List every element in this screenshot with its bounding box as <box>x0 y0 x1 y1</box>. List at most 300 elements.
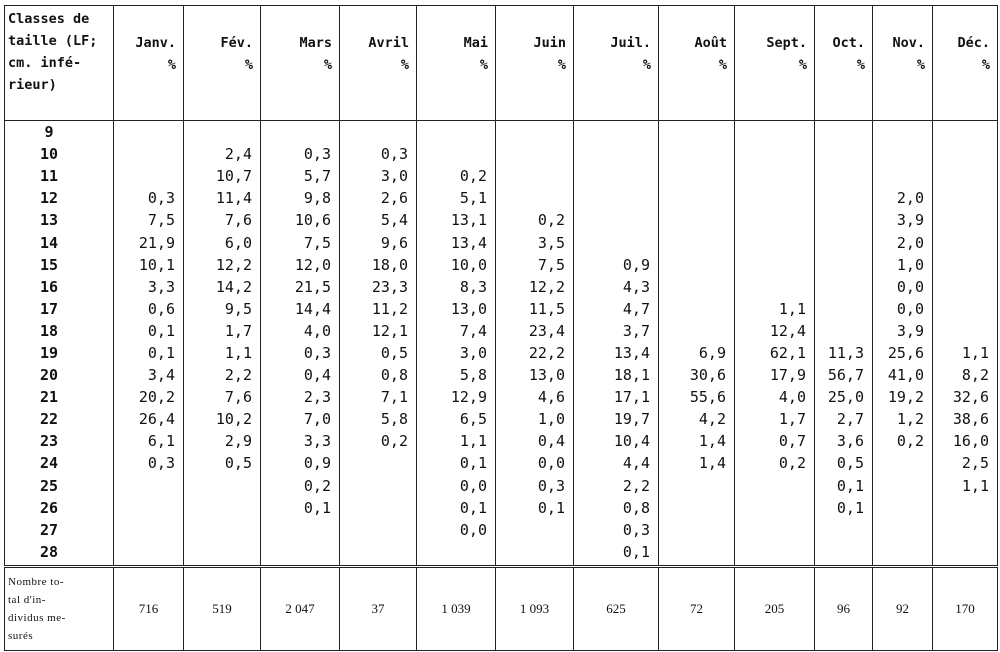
percent-cell: 4,7 <box>574 298 659 320</box>
percent-cell <box>184 519 261 541</box>
total-label <box>5 566 114 650</box>
percent-cell: 0,3 <box>114 452 184 474</box>
percent-cell: 13,4 <box>574 342 659 364</box>
percent-cell: 0,5 <box>340 342 417 364</box>
month-name: Nov. <box>892 35 925 51</box>
size-class-cell: 15 <box>5 254 114 276</box>
percent-cell: 9,8 <box>261 187 340 209</box>
percent-cell: 2,0 <box>873 187 933 209</box>
table-row <box>5 298 998 320</box>
percent-cell: 0,5 <box>184 452 261 474</box>
percent-cell: 21,5 <box>261 276 340 298</box>
percent-cell <box>261 121 340 144</box>
percent-cell <box>815 165 873 187</box>
percent-cell <box>496 541 574 567</box>
percent-cell <box>496 519 574 541</box>
total-cell: 205 <box>735 566 815 650</box>
table-row <box>5 209 998 231</box>
percent-cell: 0,1 <box>261 497 340 519</box>
percent-cell <box>496 165 574 187</box>
month-unit: % <box>981 57 990 73</box>
table-row <box>5 342 998 364</box>
percent-cell: 16,0 <box>933 430 998 452</box>
total-cell: 170 <box>933 566 998 650</box>
percent-cell <box>659 254 735 276</box>
percent-cell: 0,1 <box>417 497 496 519</box>
table-row <box>5 519 998 541</box>
percent-cell: 3,9 <box>873 209 933 231</box>
percent-cell <box>574 187 659 209</box>
percent-cell <box>735 187 815 209</box>
percent-cell <box>496 143 574 165</box>
table-row <box>5 430 998 452</box>
percent-cell: 4,3 <box>574 276 659 298</box>
percent-cell: 0,2 <box>340 430 417 452</box>
percent-cell <box>933 519 998 541</box>
percent-cell: 9,5 <box>184 298 261 320</box>
percent-cell: 0,2 <box>261 475 340 497</box>
percent-cell <box>735 121 815 144</box>
percent-cell <box>184 541 261 567</box>
table-row <box>5 254 998 276</box>
percent-cell: 2,4 <box>184 143 261 165</box>
percent-cell: 10,0 <box>417 254 496 276</box>
total-cell: 37 <box>340 566 417 650</box>
month-header <box>184 6 261 121</box>
percent-cell: 56,7 <box>815 364 873 386</box>
percent-cell: 0,5 <box>815 452 873 474</box>
percent-cell <box>659 497 735 519</box>
month-unit: % <box>323 57 332 73</box>
size-class-cell: 18 <box>5 320 114 342</box>
percent-cell: 20,2 <box>114 386 184 408</box>
size-class-header <box>5 6 114 121</box>
percent-cell <box>873 452 933 474</box>
percent-cell: 1,4 <box>659 430 735 452</box>
percent-cell: 5,8 <box>417 364 496 386</box>
percent-cell <box>340 541 417 567</box>
size-class-cell: 11 <box>5 165 114 187</box>
percent-cell: 25,0 <box>815 386 873 408</box>
month-header <box>340 6 417 121</box>
percent-cell <box>114 165 184 187</box>
percent-cell: 0,3 <box>114 187 184 209</box>
percent-cell: 1,4 <box>659 452 735 474</box>
percent-cell: 5,4 <box>340 209 417 231</box>
percent-cell <box>735 254 815 276</box>
percent-cell: 1,1 <box>933 475 998 497</box>
percent-cell <box>815 143 873 165</box>
percent-cell: 8,2 <box>933 364 998 386</box>
percent-cell: 5,1 <box>417 187 496 209</box>
percent-cell: 0,2 <box>417 165 496 187</box>
percent-cell: 18,0 <box>340 254 417 276</box>
table-row <box>5 497 998 519</box>
percent-cell: 23,4 <box>496 320 574 342</box>
percent-cell <box>933 254 998 276</box>
percent-cell: 10,4 <box>574 430 659 452</box>
percent-cell: 1,0 <box>496 408 574 430</box>
percent-cell <box>114 121 184 144</box>
percent-cell: 11,2 <box>340 298 417 320</box>
month-header <box>114 6 184 121</box>
percent-cell: 62,1 <box>735 342 815 364</box>
size-class-cell: 27 <box>5 519 114 541</box>
percent-cell <box>735 165 815 187</box>
month-name: Mai <box>463 35 488 51</box>
percent-cell <box>873 121 933 144</box>
percent-cell: 12,2 <box>496 276 574 298</box>
month-unit: % <box>167 57 176 73</box>
percent-cell: 5,7 <box>261 165 340 187</box>
table-row <box>5 231 998 253</box>
percent-cell: 12,4 <box>735 320 815 342</box>
total-cell: 1 039 <box>417 566 496 650</box>
percent-cell <box>340 121 417 144</box>
percent-cell: 0,0 <box>417 475 496 497</box>
total-label-line: Nombre to- <box>8 575 65 588</box>
percent-cell: 12,1 <box>340 320 417 342</box>
percent-cell: 0,0 <box>417 519 496 541</box>
percent-cell <box>659 187 735 209</box>
month-header <box>873 6 933 121</box>
percent-cell: 0,3 <box>261 143 340 165</box>
percent-cell <box>815 320 873 342</box>
month-name: Juil. <box>610 35 651 51</box>
month-name: Mars <box>299 35 332 51</box>
percent-cell: 0,2 <box>735 452 815 474</box>
percent-cell: 4,2 <box>659 408 735 430</box>
size-class-header-line: rieur) <box>8 77 57 93</box>
month-unit: % <box>400 57 409 73</box>
percent-cell: 12,9 <box>417 386 496 408</box>
percent-cell <box>735 209 815 231</box>
percent-cell: 0,8 <box>574 497 659 519</box>
month-unit: % <box>244 57 253 73</box>
size-class-header-line: taille (LF; <box>8 33 98 49</box>
percent-cell: 0,7 <box>735 430 815 452</box>
percent-cell <box>496 121 574 144</box>
percent-cell <box>815 121 873 144</box>
percent-cell: 1,7 <box>184 320 261 342</box>
percent-cell <box>873 475 933 497</box>
size-distribution-table <box>4 5 998 651</box>
size-class-cell: 13 <box>5 209 114 231</box>
percent-cell <box>417 121 496 144</box>
percent-cell <box>815 231 873 253</box>
percent-cell <box>735 497 815 519</box>
percent-cell <box>659 143 735 165</box>
total-label-line: tal d'in- <box>8 593 46 606</box>
percent-cell <box>417 541 496 567</box>
size-class-cell: 10 <box>5 143 114 165</box>
month-header <box>659 6 735 121</box>
percent-cell: 10,1 <box>114 254 184 276</box>
month-name: Fév. <box>220 35 253 51</box>
percent-cell <box>184 497 261 519</box>
percent-cell <box>659 121 735 144</box>
percent-cell: 3,9 <box>873 320 933 342</box>
table-row <box>5 541 998 567</box>
percent-cell <box>815 187 873 209</box>
percent-cell: 2,6 <box>340 187 417 209</box>
percent-cell: 25,6 <box>873 342 933 364</box>
percent-cell: 1,2 <box>873 408 933 430</box>
percent-cell <box>933 143 998 165</box>
percent-cell <box>933 187 998 209</box>
month-name: Août <box>694 35 727 51</box>
percent-cell: 2,2 <box>574 475 659 497</box>
percent-cell: 10,7 <box>184 165 261 187</box>
table-row <box>5 320 998 342</box>
percent-cell <box>735 541 815 567</box>
total-cell: 716 <box>114 566 184 650</box>
month-header <box>574 6 659 121</box>
percent-cell: 6,1 <box>114 430 184 452</box>
percent-cell: 11,3 <box>815 342 873 364</box>
month-header <box>815 6 873 121</box>
percent-cell: 3,4 <box>114 364 184 386</box>
percent-cell: 0,9 <box>574 254 659 276</box>
size-class-cell: 24 <box>5 452 114 474</box>
month-unit: % <box>479 57 488 73</box>
total-cell: 1 093 <box>496 566 574 650</box>
percent-cell: 0,1 <box>417 452 496 474</box>
percent-cell: 0,6 <box>114 298 184 320</box>
size-class-cell: 9 <box>5 121 114 144</box>
percent-cell: 0,1 <box>815 497 873 519</box>
percent-cell: 0,1 <box>114 320 184 342</box>
percent-cell <box>735 519 815 541</box>
percent-cell: 9,6 <box>340 231 417 253</box>
percent-cell <box>815 519 873 541</box>
percent-cell: 13,0 <box>417 298 496 320</box>
percent-cell <box>114 143 184 165</box>
percent-cell: 0,1 <box>815 475 873 497</box>
size-class-cell: 25 <box>5 475 114 497</box>
percent-cell <box>933 231 998 253</box>
table-row <box>5 364 998 386</box>
percent-cell: 18,1 <box>574 364 659 386</box>
table-row <box>5 475 998 497</box>
percent-cell: 1,1 <box>417 430 496 452</box>
percent-cell: 11,5 <box>496 298 574 320</box>
percent-cell: 2,3 <box>261 386 340 408</box>
percent-cell: 5,8 <box>340 408 417 430</box>
month-name: Sept. <box>766 35 807 51</box>
month-name: Avril <box>368 35 409 51</box>
percent-cell: 0,0 <box>873 298 933 320</box>
percent-cell <box>659 276 735 298</box>
percent-cell: 7,6 <box>184 386 261 408</box>
percent-cell: 1,0 <box>873 254 933 276</box>
percent-cell: 1,1 <box>933 342 998 364</box>
percent-cell: 4,0 <box>735 386 815 408</box>
percent-cell: 7,5 <box>114 209 184 231</box>
percent-cell <box>574 209 659 231</box>
month-header <box>933 6 998 121</box>
percent-cell: 26,4 <box>114 408 184 430</box>
percent-cell: 17,9 <box>735 364 815 386</box>
percent-cell <box>114 475 184 497</box>
percent-cell <box>735 143 815 165</box>
percent-cell <box>574 143 659 165</box>
total-cell: 519 <box>184 566 261 650</box>
percent-cell: 6,0 <box>184 231 261 253</box>
month-header <box>496 6 574 121</box>
percent-cell <box>933 320 998 342</box>
percent-cell: 32,6 <box>933 386 998 408</box>
percent-cell: 41,0 <box>873 364 933 386</box>
percent-cell <box>114 497 184 519</box>
percent-cell <box>735 276 815 298</box>
size-class-cell: 12 <box>5 187 114 209</box>
percent-cell: 19,7 <box>574 408 659 430</box>
percent-cell: 0,8 <box>340 364 417 386</box>
percent-cell <box>933 298 998 320</box>
percent-cell <box>933 541 998 567</box>
month-unit: % <box>642 57 651 73</box>
percent-cell: 7,6 <box>184 209 261 231</box>
percent-cell: 0,0 <box>873 276 933 298</box>
percent-cell: 14,2 <box>184 276 261 298</box>
total-cell: 72 <box>659 566 735 650</box>
percent-cell: 23,3 <box>340 276 417 298</box>
month-name: Oct. <box>832 35 865 51</box>
header-row <box>5 6 998 121</box>
percent-cell: 4,4 <box>574 452 659 474</box>
percent-cell: 0,0 <box>496 452 574 474</box>
percent-cell <box>659 475 735 497</box>
size-class-header-line: Classes de <box>8 11 90 27</box>
month-header <box>261 6 340 121</box>
month-unit: % <box>798 57 807 73</box>
percent-cell: 3,6 <box>815 430 873 452</box>
table-row <box>5 143 998 165</box>
month-header <box>735 6 815 121</box>
percent-cell: 6,9 <box>659 342 735 364</box>
percent-cell <box>184 475 261 497</box>
percent-cell: 0,4 <box>261 364 340 386</box>
table-row <box>5 276 998 298</box>
size-class-cell: 19 <box>5 342 114 364</box>
percent-cell: 7,0 <box>261 408 340 430</box>
month-unit: % <box>718 57 727 73</box>
percent-cell <box>815 209 873 231</box>
percent-cell: 0,1 <box>496 497 574 519</box>
percent-cell: 2,0 <box>873 231 933 253</box>
table-row <box>5 408 998 430</box>
percent-cell: 30,6 <box>659 364 735 386</box>
percent-cell <box>735 475 815 497</box>
table-row <box>5 187 998 209</box>
percent-cell <box>659 541 735 567</box>
percent-cell: 13,1 <box>417 209 496 231</box>
percent-cell <box>184 121 261 144</box>
percent-cell: 3,0 <box>417 342 496 364</box>
percent-cell: 17,1 <box>574 386 659 408</box>
percent-cell <box>815 298 873 320</box>
percent-cell: 3,7 <box>574 320 659 342</box>
size-class-cell: 23 <box>5 430 114 452</box>
percent-cell: 1,7 <box>735 408 815 430</box>
percent-cell <box>873 519 933 541</box>
percent-cell <box>340 452 417 474</box>
percent-cell: 3,3 <box>114 276 184 298</box>
percent-cell: 38,6 <box>933 408 998 430</box>
percent-cell <box>815 276 873 298</box>
percent-cell: 10,2 <box>184 408 261 430</box>
percent-cell <box>417 143 496 165</box>
size-class-cell: 22 <box>5 408 114 430</box>
month-name: Déc. <box>957 35 990 51</box>
percent-cell <box>496 187 574 209</box>
month-unit: % <box>856 57 865 73</box>
percent-cell: 0,1 <box>574 541 659 567</box>
percent-cell <box>873 143 933 165</box>
table-row <box>5 165 998 187</box>
percent-cell <box>873 165 933 187</box>
size-class-cell: 14 <box>5 231 114 253</box>
percent-cell <box>735 231 815 253</box>
percent-cell: 7,5 <box>496 254 574 276</box>
percent-cell: 8,3 <box>417 276 496 298</box>
percent-cell <box>340 519 417 541</box>
total-cell: 92 <box>873 566 933 650</box>
percent-cell: 3,0 <box>340 165 417 187</box>
percent-cell: 6,5 <box>417 408 496 430</box>
percent-cell <box>659 519 735 541</box>
size-class-cell: 21 <box>5 386 114 408</box>
percent-cell <box>114 519 184 541</box>
percent-cell: 0,3 <box>340 143 417 165</box>
percent-cell <box>261 519 340 541</box>
percent-cell: 2,5 <box>933 452 998 474</box>
percent-cell: 0,9 <box>261 452 340 474</box>
size-class-cell: 20 <box>5 364 114 386</box>
table-body <box>5 121 998 567</box>
percent-cell <box>873 497 933 519</box>
percent-cell: 0,3 <box>496 475 574 497</box>
percent-cell: 0,4 <box>496 430 574 452</box>
percent-cell <box>659 320 735 342</box>
total-cell: 625 <box>574 566 659 650</box>
total-row <box>5 566 998 650</box>
total-label-line: dividus me- <box>8 611 66 624</box>
percent-cell <box>933 209 998 231</box>
size-class-cell: 26 <box>5 497 114 519</box>
percent-cell <box>659 209 735 231</box>
percent-cell: 7,1 <box>340 386 417 408</box>
percent-cell <box>659 298 735 320</box>
percent-cell: 2,2 <box>184 364 261 386</box>
percent-cell <box>340 497 417 519</box>
percent-cell <box>574 231 659 253</box>
percent-cell: 0,3 <box>574 519 659 541</box>
total-cell: 96 <box>815 566 873 650</box>
size-class-header-line: cm. infé- <box>8 55 82 71</box>
percent-cell <box>933 121 998 144</box>
size-class-cell: 28 <box>5 541 114 567</box>
percent-cell: 11,4 <box>184 187 261 209</box>
percent-cell: 19,2 <box>873 386 933 408</box>
percent-cell <box>340 475 417 497</box>
table-row <box>5 121 998 144</box>
percent-cell: 1,1 <box>184 342 261 364</box>
table-row <box>5 452 998 474</box>
percent-cell <box>815 541 873 567</box>
percent-cell: 4,6 <box>496 386 574 408</box>
